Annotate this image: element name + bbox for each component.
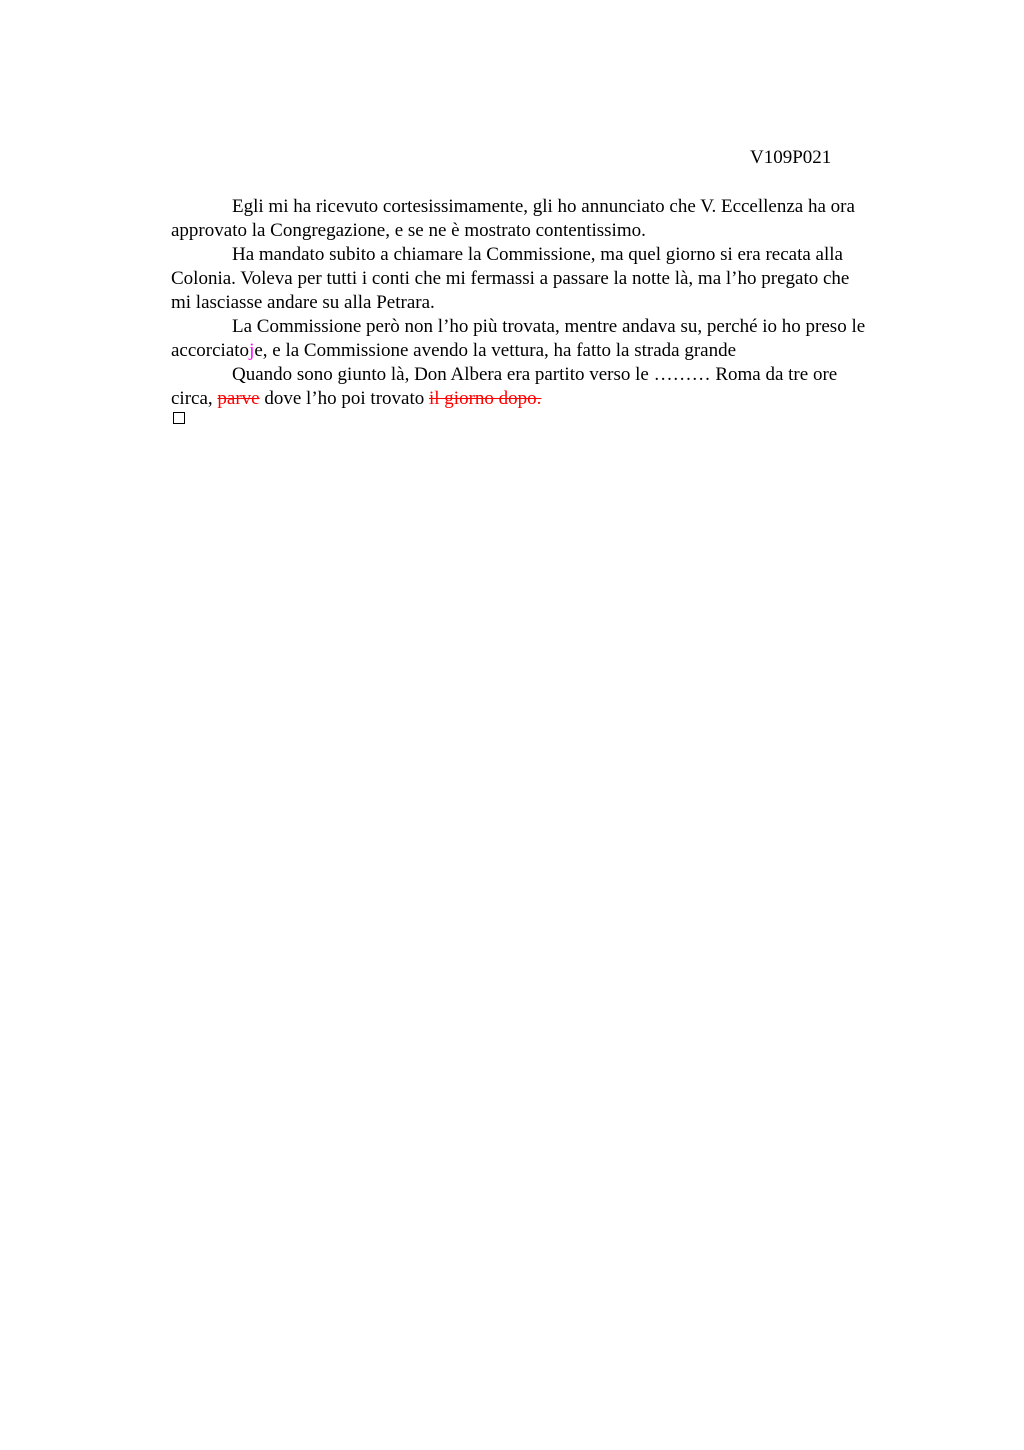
page-identifier: V109P021	[750, 147, 832, 168]
checkbox-icon	[173, 412, 185, 424]
paragraph-4-line-1: Quando sono giunto là, Don Albera era partito verso le ……… Roma da tre ore	[232, 364, 838, 385]
line-text-segment: accorciato	[171, 340, 250, 361]
paragraph-2-line-3: mi lasciasse andare su alla Petrara.	[171, 292, 435, 313]
paragraph-1-line-2: approvato la Congregazione, e se ne è mostrato contentissimo.	[171, 220, 646, 241]
line-text-segment: dove l’ho poi trovato	[259, 388, 429, 409]
paragraph-2-line-1: Ha mandato subito a chiamare la Commissione, ma quel giorno si era recata alla	[232, 244, 843, 265]
deleted-text: parve	[217, 388, 260, 409]
paragraph-3-line-2	[171, 339, 931, 363]
paragraph-3-line-1: La Commissione però non l’ho più trovata, mentre andava su, perché io ho preso le	[232, 316, 866, 337]
document-body	[171, 195, 931, 411]
paragraph-4-line-2	[171, 387, 931, 411]
paragraph-1-line-1: Egli mi ha ricevuto cortesissimamente, gli ho annunciato che V. Eccellenza ha ora	[232, 196, 855, 217]
paragraph-2-line-2: Colonia. Voleva per tutti i conti che mi fermassi a passare la notte là, ma l’ho pregato che	[171, 268, 850, 289]
deleted-text: il giorno dopo.	[429, 388, 542, 409]
line-text-segment: e, e la Commissione avendo la vettura, ha fatto la strada grande	[254, 340, 737, 361]
inserted-text: j	[249, 340, 255, 361]
line-text-segment: circa,	[171, 388, 218, 409]
